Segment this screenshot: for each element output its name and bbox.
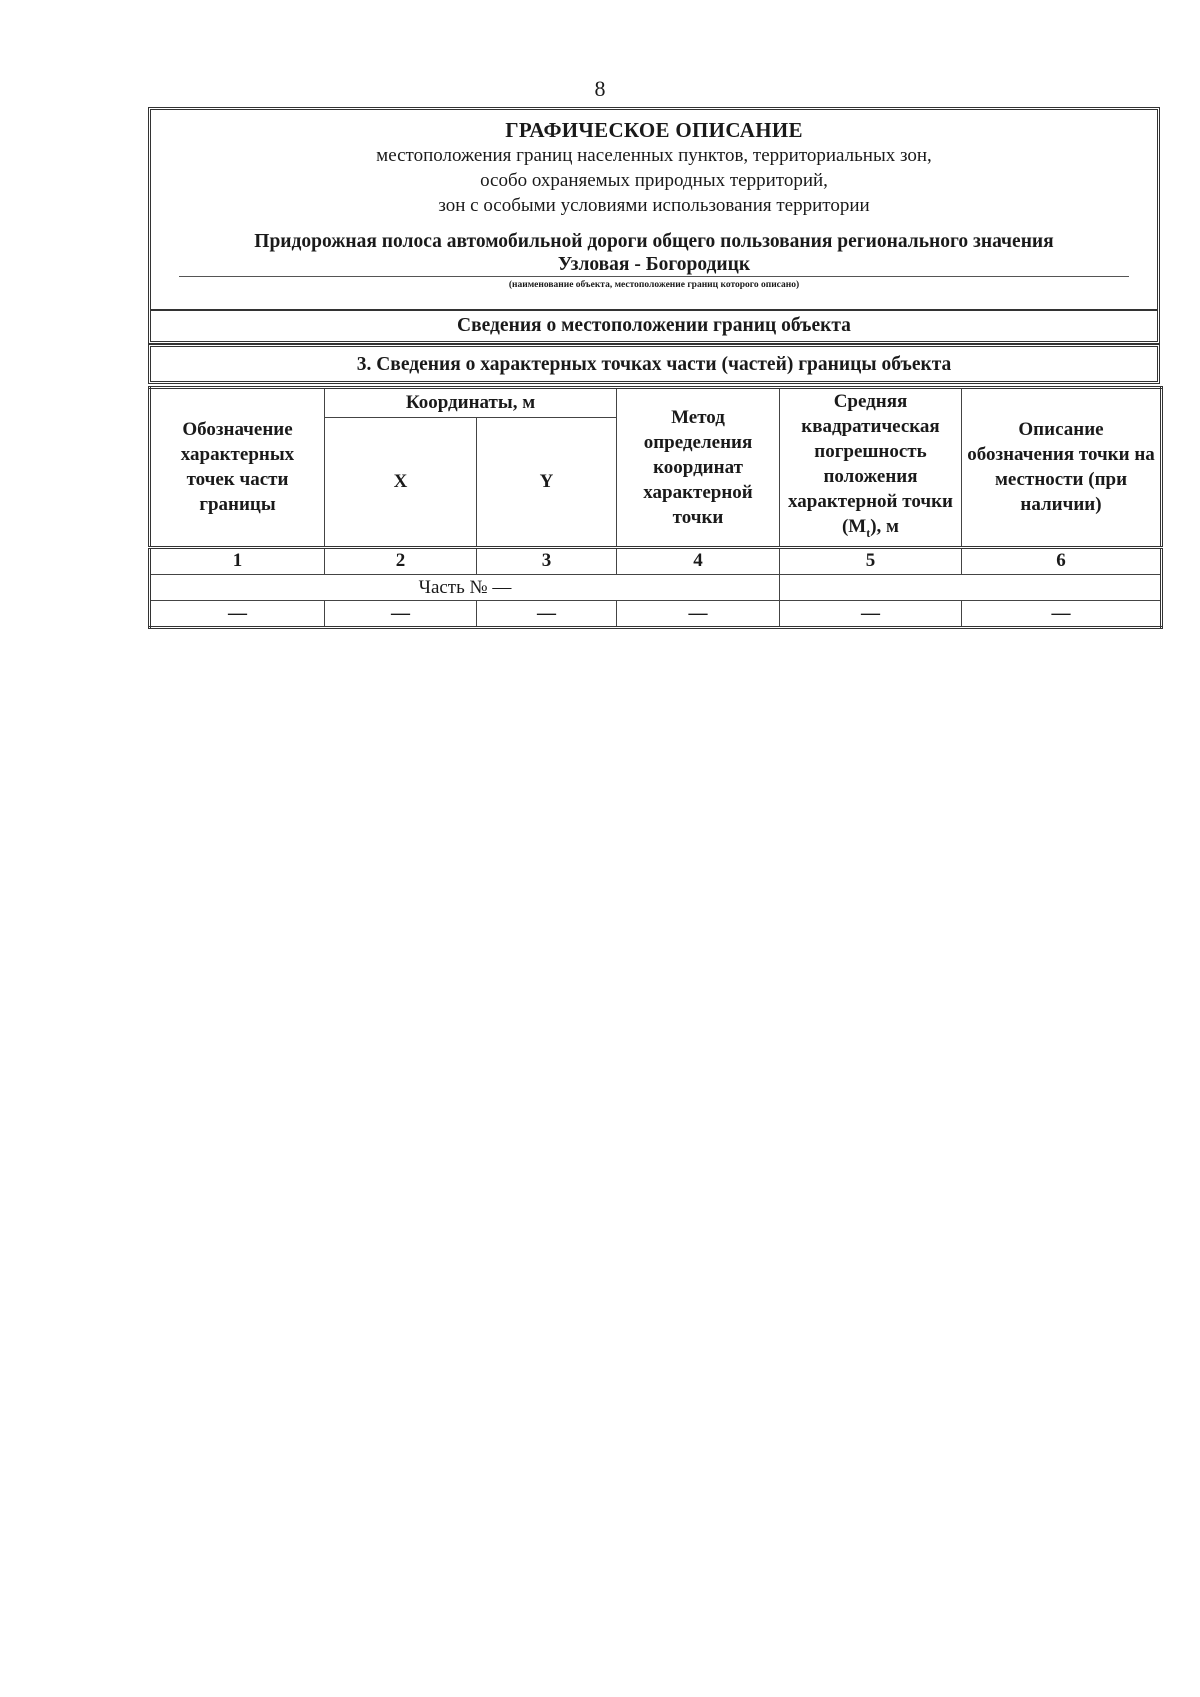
part-empty-cell xyxy=(780,574,1162,600)
table-cell: — xyxy=(477,600,617,627)
page-number: 8 xyxy=(594,76,606,101)
column-number: 4 xyxy=(617,547,780,574)
column-number: 1 xyxy=(150,547,325,574)
subtitle-line-2: особо охраняемых природных территорий, xyxy=(480,170,828,191)
info-title: Сведения о местоположении границ объекта xyxy=(151,309,1157,341)
column-number: 2 xyxy=(325,547,477,574)
column-number: 6 xyxy=(962,547,1162,574)
object-name-line-2: Узловая - Богородицк xyxy=(557,254,751,275)
header-method: Метод определения координат характерной точки xyxy=(617,388,780,548)
header-error-unit: ), м xyxy=(870,516,900,537)
header-y: Y xyxy=(477,417,617,547)
object-name-line-1: Придорожная полоса автомобильной дороги общего пользования регионального значения xyxy=(254,231,1054,252)
header-error xyxy=(780,388,962,548)
part-label: Часть № — xyxy=(150,574,780,600)
table-cell: — xyxy=(780,600,962,627)
column-number: 3 xyxy=(477,547,617,574)
points-table xyxy=(148,386,1163,629)
header-x: X xyxy=(325,417,477,547)
object-caption: (наименование объекта, местоположение границ которого описано) xyxy=(508,280,800,290)
subtitle-line-1: местоположения границ населенных пунктов, территориальных зон, xyxy=(376,145,932,166)
header-point-designation: Обозначение характерных точек части границы xyxy=(150,388,325,548)
document-header xyxy=(148,107,1160,344)
header-error-text: Средняя квадратическая погрешность положения характерной точки (M xyxy=(788,391,953,537)
header-description: Описание обозначения точки на местности (при наличии) xyxy=(962,388,1162,548)
column-number: 5 xyxy=(780,547,962,574)
header-error-subscript: t xyxy=(866,525,871,540)
object-name-underline xyxy=(179,276,1129,277)
object-name xyxy=(151,230,1157,276)
table-cell: — xyxy=(325,600,477,627)
table-cell: — xyxy=(150,600,325,627)
part-row xyxy=(150,574,1162,600)
subtitle-line-3: зон с особыми условиями использования территории xyxy=(438,195,870,216)
table-cell: — xyxy=(962,600,1162,627)
column-numbers-row xyxy=(150,547,1162,574)
table-row xyxy=(150,600,1162,627)
section-title: 3. Сведения о характерных точках части (частей) границы объекта xyxy=(148,344,1160,384)
table-cell: — xyxy=(617,600,780,627)
table-header-row-1 xyxy=(150,388,1162,418)
document-title: ГРАФИЧЕСКОЕ ОПИСАНИЕ xyxy=(505,118,803,142)
header-coordinates: Координаты, м xyxy=(325,388,617,418)
